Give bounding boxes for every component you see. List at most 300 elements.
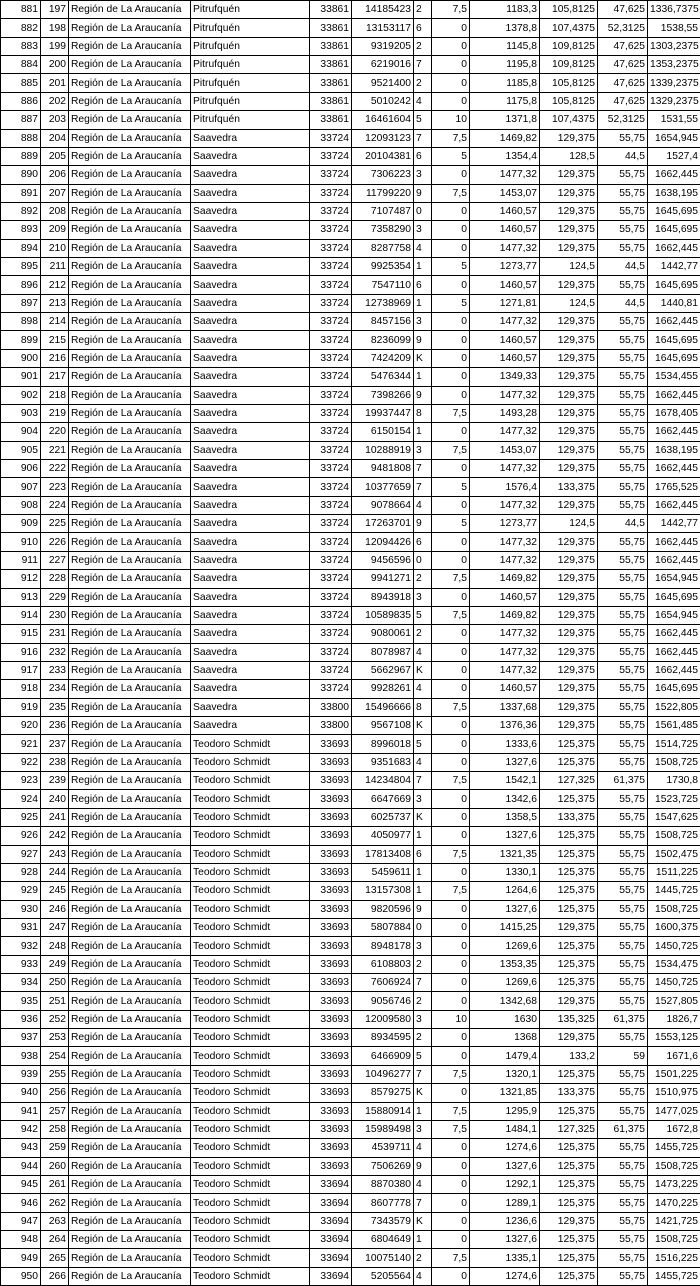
dv-cell: 3 <box>414 221 432 239</box>
total-cell: 1662,445 <box>648 625 700 643</box>
rut-cell: 7606924 <box>352 974 414 992</box>
total-cell: 1645,695 <box>648 588 700 606</box>
commune-cell: Saavedra <box>191 239 310 257</box>
value-2-cell: 1477,32 <box>470 533 540 551</box>
rut-cell: 6150154 <box>352 423 414 441</box>
total-cell: 1662,445 <box>648 386 700 404</box>
value-3-cell: 125,375 <box>540 1194 598 1212</box>
value-4-cell: 55,75 <box>598 625 648 643</box>
rut-cell: 9820596 <box>352 900 414 918</box>
dv-cell: 2 <box>414 955 432 973</box>
rut-cell: 10288919 <box>352 441 414 459</box>
row-number-cell: 933 <box>1 955 41 973</box>
code-cell: 33693 <box>310 1029 352 1047</box>
value-3-cell: 125,375 <box>540 974 598 992</box>
rut-cell: 7343579 <box>352 1212 414 1230</box>
dv-cell: 3 <box>414 790 432 808</box>
value-3-cell: 129,375 <box>540 423 598 441</box>
code-cell: 33724 <box>310 147 352 165</box>
item-number-cell: 204 <box>41 129 69 147</box>
row-number-cell: 919 <box>1 698 41 716</box>
region-cell: Región de La Araucanía <box>69 56 191 74</box>
row-number-cell: 902 <box>1 386 41 404</box>
value-4-cell: 55,75 <box>598 661 648 679</box>
value-1-cell: 0 <box>432 863 470 881</box>
dv-cell: 3 <box>414 441 432 459</box>
dv-cell: 4 <box>414 643 432 661</box>
row-number-cell: 889 <box>1 147 41 165</box>
value-3-cell: 129,375 <box>540 331 598 349</box>
total-cell: 1662,445 <box>648 423 700 441</box>
item-number-cell: 207 <box>41 184 69 202</box>
code-cell: 33693 <box>310 1120 352 1138</box>
region-cell: Región de La Araucanía <box>69 386 191 404</box>
value-3-cell: 129,375 <box>540 992 598 1010</box>
row-number-cell: 881 <box>1 1 41 19</box>
commune-cell: Teodoro Schmidt <box>191 1029 310 1047</box>
value-4-cell: 55,75 <box>598 588 648 606</box>
dv-cell: 8 <box>414 698 432 716</box>
dv-cell: 6 <box>414 19 432 37</box>
rut-cell: 5459611 <box>352 863 414 881</box>
total-cell: 1561,485 <box>648 717 700 735</box>
commune-cell: Saavedra <box>191 533 310 551</box>
region-cell: Región de La Araucanía <box>69 643 191 661</box>
region-cell: Región de La Araucanía <box>69 551 191 569</box>
code-cell: 33693 <box>310 827 352 845</box>
table-row <box>1 1047 700 1065</box>
row-number-cell: 925 <box>1 808 41 826</box>
value-4-cell: 59 <box>598 1047 648 1065</box>
code-cell: 33724 <box>310 294 352 312</box>
row-number-cell: 950 <box>1 1267 41 1285</box>
value-4-cell: 55,75 <box>598 276 648 294</box>
dv-cell: K <box>414 661 432 679</box>
value-1-cell: 0 <box>432 533 470 551</box>
commune-cell: Saavedra <box>191 166 310 184</box>
table-row <box>1 1157 700 1175</box>
value-1-cell: 0 <box>432 37 470 55</box>
item-number-cell: 260 <box>41 1157 69 1175</box>
value-1-cell: 0 <box>432 56 470 74</box>
table-row <box>1 753 700 771</box>
item-number-cell: 258 <box>41 1120 69 1138</box>
value-4-cell: 55,75 <box>598 331 648 349</box>
value-1-cell: 7,5 <box>432 1102 470 1120</box>
total-cell: 1303,2375 <box>648 37 700 55</box>
code-cell: 33800 <box>310 698 352 716</box>
row-number-cell: 931 <box>1 918 41 936</box>
rut-cell: 9521400 <box>352 74 414 92</box>
code-cell: 33694 <box>310 1194 352 1212</box>
dv-cell: 1 <box>414 1102 432 1120</box>
value-4-cell: 55,75 <box>598 992 648 1010</box>
rut-cell: 7398266 <box>352 386 414 404</box>
rut-cell: 17263701 <box>352 515 414 533</box>
value-4-cell: 55,75 <box>598 955 648 973</box>
commune-cell: Saavedra <box>191 606 310 624</box>
code-cell: 33724 <box>310 588 352 606</box>
value-3-cell: 129,375 <box>540 698 598 716</box>
value-4-cell: 55,75 <box>598 239 648 257</box>
total-cell: 1662,445 <box>648 533 700 551</box>
dv-cell: 9 <box>414 900 432 918</box>
value-2-cell: 1477,32 <box>470 459 540 477</box>
rut-cell: 8870380 <box>352 1176 414 1194</box>
table-row <box>1 19 700 37</box>
code-cell: 33693 <box>310 882 352 900</box>
commune-cell: Pitrufquén <box>191 37 310 55</box>
value-3-cell: 129,375 <box>540 588 598 606</box>
region-cell: Región de La Araucanía <box>69 863 191 881</box>
row-number-cell: 894 <box>1 239 41 257</box>
dv-cell: 7 <box>414 1065 432 1083</box>
code-cell: 33693 <box>310 808 352 826</box>
value-3-cell: 129,375 <box>540 918 598 936</box>
dv-cell: 2 <box>414 570 432 588</box>
commune-cell: Saavedra <box>191 551 310 569</box>
dv-cell: 4 <box>414 239 432 257</box>
region-cell: Región de La Araucanía <box>69 900 191 918</box>
region-cell: Región de La Araucanía <box>69 827 191 845</box>
rut-cell: 5010242 <box>352 92 414 110</box>
value-4-cell: 55,75 <box>598 349 648 367</box>
rut-cell: 7506269 <box>352 1157 414 1175</box>
table-row <box>1 1231 700 1249</box>
value-3-cell: 129,375 <box>540 129 598 147</box>
value-4-cell: 55,75 <box>598 643 648 661</box>
total-cell: 1671,6 <box>648 1047 700 1065</box>
value-1-cell: 0 <box>432 1029 470 1047</box>
value-4-cell: 55,75 <box>598 1231 648 1249</box>
value-4-cell: 44,5 <box>598 515 648 533</box>
table-row <box>1 239 700 257</box>
value-1-cell: 7,5 <box>432 698 470 716</box>
value-3-cell: 129,375 <box>540 570 598 588</box>
code-cell: 33724 <box>310 331 352 349</box>
commune-cell: Saavedra <box>191 404 310 422</box>
value-2-cell: 1477,32 <box>470 423 540 441</box>
row-number-cell: 915 <box>1 625 41 643</box>
item-number-cell: 205 <box>41 147 69 165</box>
rut-cell: 9456596 <box>352 551 414 569</box>
value-2-cell: 1236,6 <box>470 1212 540 1230</box>
item-number-cell: 233 <box>41 661 69 679</box>
value-4-cell: 61,375 <box>598 1010 648 1028</box>
table-row <box>1 478 700 496</box>
value-4-cell: 61,375 <box>598 1120 648 1138</box>
value-2-cell: 1269,6 <box>470 974 540 992</box>
row-number-cell: 892 <box>1 202 41 220</box>
value-1-cell: 0 <box>432 827 470 845</box>
value-3-cell: 129,375 <box>540 441 598 459</box>
value-2-cell: 1342,68 <box>470 992 540 1010</box>
commune-cell: Saavedra <box>191 202 310 220</box>
total-cell: 1508,725 <box>648 900 700 918</box>
value-4-cell: 55,75 <box>598 1176 648 1194</box>
item-number-cell: 266 <box>41 1267 69 1285</box>
value-1-cell: 0 <box>432 368 470 386</box>
rut-cell: 8996018 <box>352 735 414 753</box>
total-cell: 1645,695 <box>648 331 700 349</box>
value-3-cell: 129,375 <box>540 184 598 202</box>
value-1-cell: 0 <box>432 808 470 826</box>
dv-cell: 3 <box>414 588 432 606</box>
dv-cell: 4 <box>414 496 432 514</box>
rut-cell: 10589835 <box>352 606 414 624</box>
value-2-cell: 1353,35 <box>470 955 540 973</box>
value-2-cell: 1460,57 <box>470 680 540 698</box>
rut-cell: 19937447 <box>352 404 414 422</box>
value-1-cell: 0 <box>432 496 470 514</box>
value-3-cell: 129,375 <box>540 606 598 624</box>
row-number-cell: 914 <box>1 606 41 624</box>
commune-cell: Saavedra <box>191 478 310 496</box>
row-number-cell: 887 <box>1 111 41 129</box>
commune-cell: Saavedra <box>191 349 310 367</box>
value-2-cell: 1358,5 <box>470 808 540 826</box>
total-cell: 1421,725 <box>648 1212 700 1230</box>
row-number-cell: 895 <box>1 258 41 276</box>
table-row <box>1 184 700 202</box>
value-4-cell: 55,75 <box>598 202 648 220</box>
total-cell: 1511,225 <box>648 863 700 881</box>
rut-cell: 6219016 <box>352 56 414 74</box>
value-1-cell: 0 <box>432 1139 470 1157</box>
row-number-cell: 890 <box>1 166 41 184</box>
commune-cell: Teodoro Schmidt <box>191 1157 310 1175</box>
value-4-cell: 55,75 <box>598 1065 648 1083</box>
value-3-cell: 133,375 <box>540 478 598 496</box>
value-4-cell: 55,75 <box>598 1102 648 1120</box>
value-2-cell: 1274,6 <box>470 1139 540 1157</box>
commune-cell: Saavedra <box>191 441 310 459</box>
rut-cell: 8078987 <box>352 643 414 661</box>
region-cell: Región de La Araucanía <box>69 1084 191 1102</box>
total-cell: 1654,945 <box>648 129 700 147</box>
region-cell: Región de La Araucanía <box>69 1212 191 1230</box>
commune-cell: Teodoro Schmidt <box>191 1084 310 1102</box>
value-3-cell: 129,375 <box>540 661 598 679</box>
region-cell: Región de La Araucanía <box>69 955 191 973</box>
value-4-cell: 55,75 <box>598 1194 648 1212</box>
rut-cell: 8948178 <box>352 937 414 955</box>
commune-cell: Saavedra <box>191 459 310 477</box>
rut-cell: 5476344 <box>352 368 414 386</box>
table-row <box>1 643 700 661</box>
code-cell: 33693 <box>310 974 352 992</box>
value-4-cell: 55,75 <box>598 1267 648 1285</box>
table-row <box>1 459 700 477</box>
total-cell: 1538,55 <box>648 19 700 37</box>
value-2-cell: 1376,36 <box>470 717 540 735</box>
code-cell: 33724 <box>310 496 352 514</box>
code-cell: 33724 <box>310 239 352 257</box>
code-cell: 33693 <box>310 937 352 955</box>
value-3-cell: 125,375 <box>540 1065 598 1083</box>
row-number-cell: 937 <box>1 1029 41 1047</box>
value-4-cell: 55,75 <box>598 313 648 331</box>
rut-cell: 13153117 <box>352 19 414 37</box>
value-4-cell: 55,75 <box>598 570 648 588</box>
value-4-cell: 55,75 <box>598 1249 648 1267</box>
value-2-cell: 1337,68 <box>470 698 540 716</box>
rut-cell: 9567108 <box>352 717 414 735</box>
row-number-cell: 905 <box>1 441 41 459</box>
table-row <box>1 625 700 643</box>
row-number-cell: 926 <box>1 827 41 845</box>
value-2-cell: 1484,1 <box>470 1120 540 1138</box>
region-cell: Región de La Araucanía <box>69 147 191 165</box>
table-row <box>1 92 700 110</box>
value-4-cell: 55,75 <box>598 478 648 496</box>
value-1-cell: 0 <box>432 1194 470 1212</box>
item-number-cell: 223 <box>41 478 69 496</box>
rut-cell: 10377659 <box>352 478 414 496</box>
item-number-cell: 246 <box>41 900 69 918</box>
commune-cell: Teodoro Schmidt <box>191 863 310 881</box>
value-1-cell: 0 <box>432 1157 470 1175</box>
item-number-cell: 203 <box>41 111 69 129</box>
total-cell: 1534,455 <box>648 368 700 386</box>
code-cell: 33693 <box>310 955 352 973</box>
dv-cell: K <box>414 808 432 826</box>
value-4-cell: 55,75 <box>598 606 648 624</box>
item-number-cell: 206 <box>41 166 69 184</box>
code-cell: 33693 <box>310 790 352 808</box>
value-1-cell: 7,5 <box>432 404 470 422</box>
rut-cell: 6804649 <box>352 1231 414 1249</box>
value-3-cell: 125,375 <box>540 1267 598 1285</box>
table-row <box>1 147 700 165</box>
commune-cell: Teodoro Schmidt <box>191 753 310 771</box>
value-3-cell: 109,8125 <box>540 56 598 74</box>
code-cell: 33724 <box>310 349 352 367</box>
total-cell: 1523,725 <box>648 790 700 808</box>
item-number-cell: 259 <box>41 1139 69 1157</box>
commune-cell: Saavedra <box>191 570 310 588</box>
table-row <box>1 863 700 881</box>
rut-cell: 13157308 <box>352 882 414 900</box>
value-1-cell: 0 <box>432 918 470 936</box>
row-number-cell: 885 <box>1 74 41 92</box>
value-1-cell: 0 <box>432 588 470 606</box>
value-2-cell: 1460,57 <box>470 588 540 606</box>
item-number-cell: 230 <box>41 606 69 624</box>
row-number-cell: 924 <box>1 790 41 808</box>
item-number-cell: 198 <box>41 19 69 37</box>
region-cell: Región de La Araucanía <box>69 772 191 790</box>
rut-cell: 9056746 <box>352 992 414 1010</box>
total-cell: 1502,475 <box>648 845 700 863</box>
table-row <box>1 166 700 184</box>
item-number-cell: 261 <box>41 1176 69 1194</box>
table-row <box>1 606 700 624</box>
value-4-cell: 55,75 <box>598 735 648 753</box>
row-number-cell: 920 <box>1 717 41 735</box>
row-number-cell: 893 <box>1 221 41 239</box>
dv-cell: 6 <box>414 276 432 294</box>
total-cell: 1508,725 <box>648 753 700 771</box>
total-cell: 1638,195 <box>648 441 700 459</box>
dv-cell: 7 <box>414 56 432 74</box>
value-3-cell: 129,375 <box>540 551 598 569</box>
code-cell: 33724 <box>310 680 352 698</box>
item-number-cell: 199 <box>41 37 69 55</box>
value-1-cell: 0 <box>432 349 470 367</box>
value-3-cell: 127,325 <box>540 772 598 790</box>
region-cell: Región de La Araucanía <box>69 1029 191 1047</box>
region-cell: Región de La Araucanía <box>69 533 191 551</box>
row-number-cell: 882 <box>1 19 41 37</box>
value-2-cell: 1289,1 <box>470 1194 540 1212</box>
value-4-cell: 52,3125 <box>598 19 648 37</box>
value-1-cell: 0 <box>432 643 470 661</box>
value-3-cell: 125,375 <box>540 900 598 918</box>
region-cell: Región de La Araucanía <box>69 202 191 220</box>
region-cell: Región de La Araucanía <box>69 239 191 257</box>
commune-cell: Saavedra <box>191 129 310 147</box>
rut-cell: 8236099 <box>352 331 414 349</box>
value-3-cell: 127,325 <box>540 1120 598 1138</box>
region-cell: Región de La Araucanía <box>69 276 191 294</box>
commune-cell: Saavedra <box>191 258 310 276</box>
total-cell: 1678,405 <box>648 404 700 422</box>
value-1-cell: 0 <box>432 992 470 1010</box>
value-4-cell: 55,75 <box>598 900 648 918</box>
rut-cell: 8607778 <box>352 1194 414 1212</box>
total-cell: 1516,225 <box>648 1249 700 1267</box>
value-1-cell: 0 <box>432 459 470 477</box>
item-number-cell: 200 <box>41 56 69 74</box>
commune-cell: Teodoro Schmidt <box>191 1249 310 1267</box>
item-number-cell: 209 <box>41 221 69 239</box>
value-2-cell: 1453,07 <box>470 184 540 202</box>
table-row <box>1 1139 700 1157</box>
value-2-cell: 1477,32 <box>470 496 540 514</box>
item-number-cell: 229 <box>41 588 69 606</box>
region-cell: Región de La Araucanía <box>69 1047 191 1065</box>
region-cell: Región de La Araucanía <box>69 790 191 808</box>
row-number-cell: 898 <box>1 313 41 331</box>
value-2-cell: 1264,6 <box>470 882 540 900</box>
region-cell: Región de La Araucanía <box>69 698 191 716</box>
region-cell: Región de La Araucanía <box>69 331 191 349</box>
value-3-cell: 109,8125 <box>540 37 598 55</box>
value-1-cell: 0 <box>432 661 470 679</box>
value-3-cell: 133,2 <box>540 1047 598 1065</box>
region-cell: Región de La Araucanía <box>69 368 191 386</box>
value-4-cell: 47,625 <box>598 37 648 55</box>
value-3-cell: 125,375 <box>540 827 598 845</box>
rut-cell: 4050977 <box>352 827 414 845</box>
total-cell: 1522,805 <box>648 698 700 716</box>
code-cell: 33724 <box>310 386 352 404</box>
value-2-cell: 1330,1 <box>470 863 540 881</box>
value-4-cell: 55,75 <box>598 790 648 808</box>
row-number-cell: 884 <box>1 56 41 74</box>
region-cell: Región de La Araucanía <box>69 313 191 331</box>
value-3-cell: 129,375 <box>540 533 598 551</box>
commune-cell: Saavedra <box>191 386 310 404</box>
code-cell: 33693 <box>310 1065 352 1083</box>
value-1-cell: 7,5 <box>432 129 470 147</box>
code-cell: 33724 <box>310 515 352 533</box>
row-number-cell: 908 <box>1 496 41 514</box>
value-3-cell: 107,4375 <box>540 111 598 129</box>
value-1-cell: 5 <box>432 515 470 533</box>
row-number-cell: 946 <box>1 1194 41 1212</box>
